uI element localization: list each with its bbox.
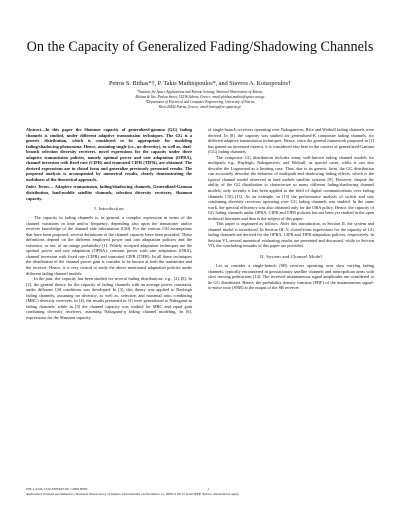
body-paragraph: This paper is organized as follows. After this introduction, in Section II, the system and channel model is introduced. In Section III–V, closed-form expressions for the capacity of GG fading channels are derived for the OPRA, CIFR and TIFR adaptation policies, respectively. In Section VI, several numerical evaluating results are presented and discussed, while in Section VII, the concluding remarks of this paper are provided.: [208, 221, 374, 249]
abstract-text: —In this paper the Shannon capacity of generalized-gamma (GG) fading channels is studied, under different adaptive transmission techniques. The GG is a generic distribution, which is considered to be appropriate for modeling fading/shadowing phenomena. Hence, assuming single (i.e., no diversity), as well as, dual-branch selection diversity receivers, novel expressions for the capacity under three adaptive transmission policies, namely optimal power and rate adaptation (OPRA), channel inversion with fixed rate (CIFR) and truncated CIFR (TIFR), are obtained. The derived expressions are in closed form and generalize previously presented results. The proposed analysis is accompanied by numerical results, clearly demonstrating the usefulness of the theoretical approach.: [26, 127, 192, 182]
affiliation-line: †Department of Electrical and Computer Engineering, University of Patras,: [145, 100, 255, 104]
abstract: [26, 127, 192, 182]
affiliation-line: Rion 26442 Patras, Greece, email:kotsop@ee.upatras.gr: [158, 105, 242, 109]
license-line: Authorized licensed use limited to: National Observatory of Athens. Downloaded on December 11, 2008 at 09:12 from IEEE Xplore. Restrictions apply.: [26, 491, 240, 496]
paper-title: On the Capacity of Generalized Fading/Shadowing Channels: [26, 39, 374, 55]
section-heading-introduction: I. Introduction: [94, 206, 124, 212]
body-paragraph: In the past, the capacity has been studied for several fading distributions, e.g., [2]–[8]. In [2], the general theory for the capacity of fading channels with an average power constraint, under different CSI conditions was developed. In [3], this theory was applied to Rayleigh fading channels, assuming no diversity, as well as, selection and maximal ratio combining (MRC) diversity receivers. In [4], the results presented in [3] were generalized to Nakagami-m fading channels, while in [5] the channel capacity was studied for MRC and equal gain combining diversity receivers, assuming Nakagami-q fading channel modeling. In [6], expressions for the Shannon capacity: [26, 276, 192, 320]
affiliation-line: *Institute for Space Applications and Remote Sensing, National Observatory of Athens,: [137, 90, 263, 94]
page-footer: [26, 487, 374, 496]
page-number: 1: [207, 487, 210, 491]
right-column: [208, 127, 374, 291]
index-terms: [26, 184, 192, 201]
paper-authors: Petros S. Bithas*†, P. Takis Mathiopoulos*, and Stavros A. Kotsopoulos†: [109, 80, 291, 87]
body-paragraph: of single-branch receivers operating over Nakagami-m, Rice and Weibull fading channels were derived. In [8], the capacity was studied for generalized-K composite fading channels, for different adaptive transmission techniques. Hence, since the general framework proposed in [2] has gained an increased interest, it is considered also here in the context of generalized-Gamma (GG) fading channels.: [208, 127, 374, 155]
section-heading-system-model: II. System and Channel Model: [260, 254, 322, 260]
body-paragraph: The composite GG distribution includes many well-known fading channel models for multipath, e.g., Rayleigh, Nakagami-m, and Weibull, as special cases, while it can also describe the Lognormal as a limiting case. Thus, due to its generic form, the GG distribution can accurately describe the behavior of multipath and shadowing fading effects, which is the typical channel model observed in land mobile satellite systems [9]. However, despite the ability of the GG distribution to characterize so many different fading/shadowing channel models, only recently it has been applied to the field of digital communications over fading channels [10]–[13]. As an example, in [13] the performance analysis of switch and stay combining diversity receivers operating over GG fading channels was studied. In the same work, the spectral efficiency was also obtained only for the ORA policy. Hence, the capacity of GG fading channels under OPRA, CIFR and TIFR policies has not been yet studied in the open technical literature and thus is the subject of this paper.: [208, 154, 374, 221]
body-paragraph: Let us consider a single-branch (SB) receiver operating over slow varying fading channels, typically encountered in geostationary satellite channels and metropolitan areas with slow moving pedestrians [14]. The received instantaneous signal amplitudes are considered to be GG distributed. Hence, the probability density function (PDF) of the instantaneous signal-to-noise ratio (SNR) at the output of the SB receiver,: [208, 263, 374, 291]
body-paragraph: The capacity in fading channels is, in general, a complex expression in terms of the channel variations in time and/or frequency, depending also upon the transmitter and/or receiver knowledge of the channel side information (CSI). For the various CSI assumptions that have been proposed, several definitions of the channel capacity have been provided. These definitions depend on the different employed power and rate adaptation policies and the existence, or not, of an outage probability [1]. Widely accepted adaptation techniques are the optimal power and rate adaptation (OPRA), constant power with rate adaptation (ORA), channel inversion with fixed rate (CIFR) and truncated CIFR (TIFR). In all these techniques the distribution of the channel power gain is consider to be known at both the transmitter and the receiver. Hence, it is very critical to study the above mentioned adaptation policies under different fading channel models.: [26, 215, 192, 276]
index-terms-label: Index Terms: [26, 184, 49, 190]
index-terms-text: — Adaptive transmission, fading/shadowing channels, Generalized-Gamma distribution, land-mobile satellite channels, selection diversity receivers, Shannon capacity.: [26, 184, 193, 201]
abstract-label: Abstract: [26, 127, 41, 132]
affiliation-line: Metaxa & Vas. Pavlou Street, 15236 Athens, Greece, email:pbithas,mathio@space.noa.gr: [135, 95, 265, 99]
affiliations: [50, 90, 350, 110]
isbn-text: 978-1-4244-1722-3/08/$25.00 ©2008 IEEE: [26, 487, 88, 491]
left-column: [26, 127, 192, 321]
